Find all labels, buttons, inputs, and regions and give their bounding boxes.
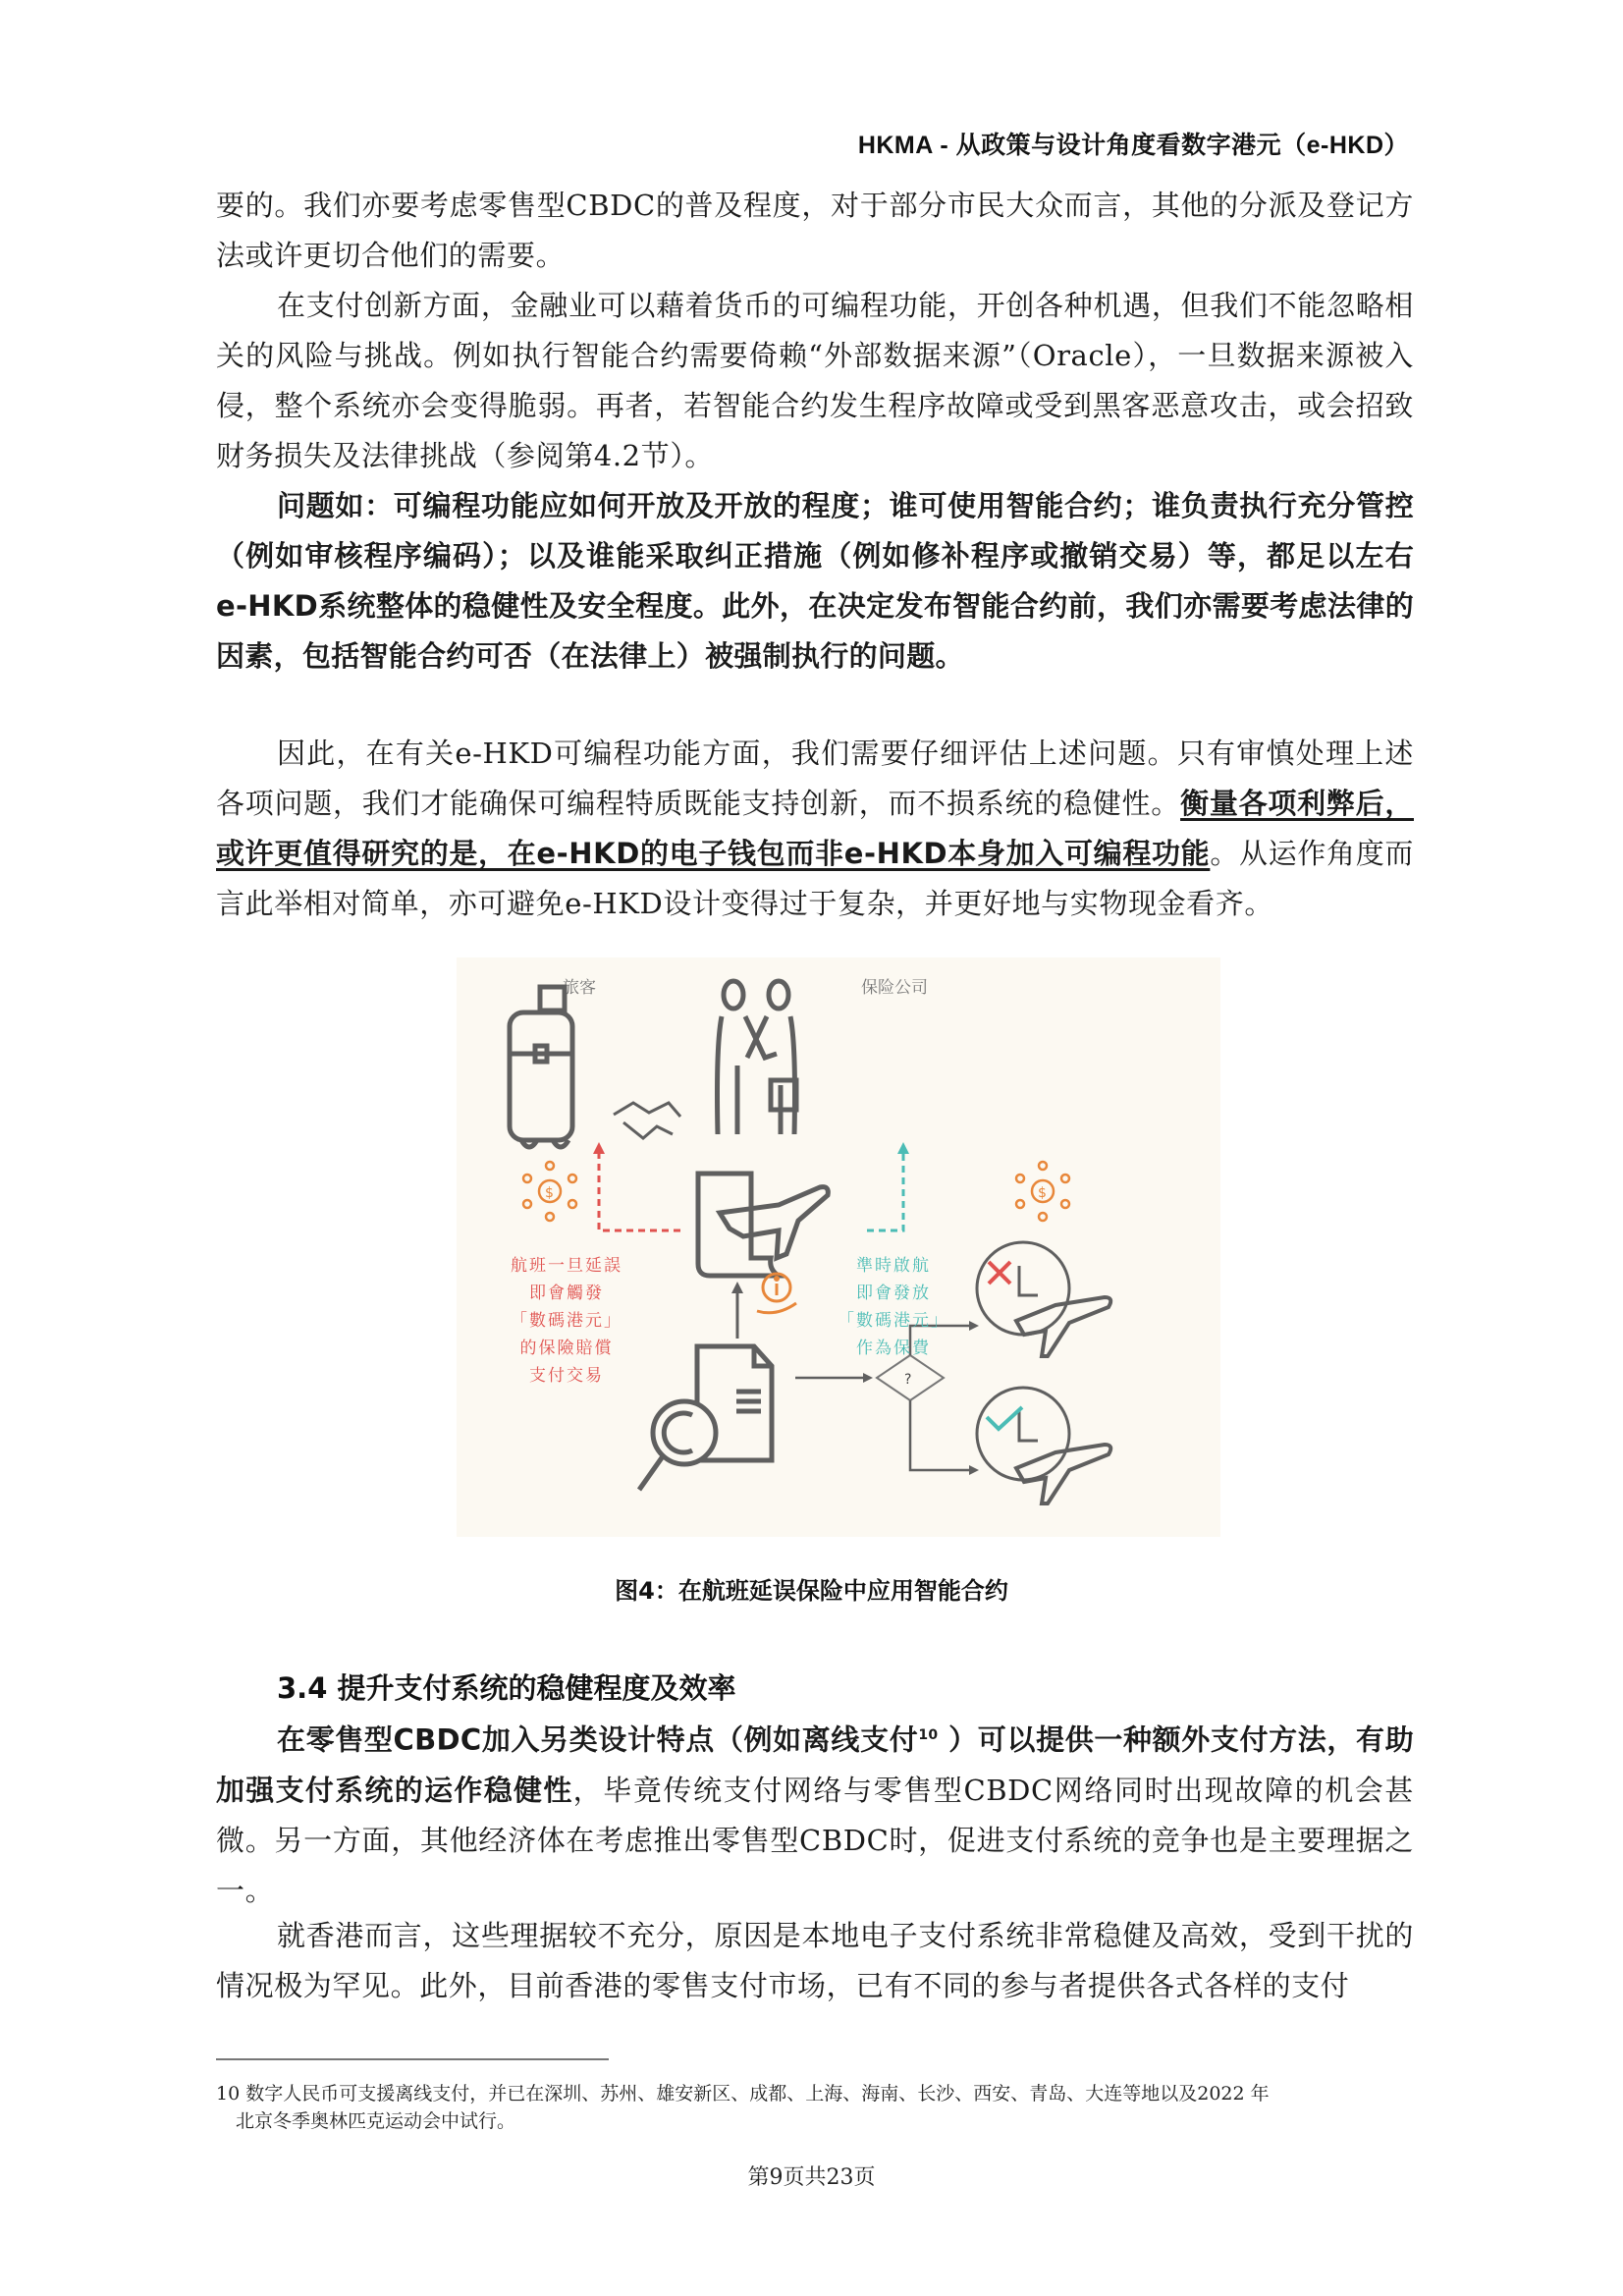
svg-text:$: $ bbox=[1038, 1185, 1047, 1201]
delay-payout-text: 航班一旦延誤 即會觸發 「數碼港元」 的保險賠償 支付交易 bbox=[511, 1256, 622, 1386]
label-insurer: 保险公司 bbox=[861, 978, 928, 998]
cross-icon bbox=[989, 1262, 1010, 1284]
arrow-up-teal-icon bbox=[897, 1142, 909, 1154]
paragraph-2: 在支付创新方面，金融业可以藉着货币的可编程功能，开创各种机遇，但我们不能忽略相关的风险与挑战。例如执行智能合约需要倚赖“外部数据来源”（Oracle），一旦数据来源被入侵，整个系统亦会变得脆弱。再者，若智能合约发生程序故障或受到黑客恶意攻击，或会招致财务损失及法律挑战（参阅第4.2节）。 bbox=[216, 289, 1414, 472]
suitcase-icon bbox=[510, 987, 572, 1147]
footnote-10: 10 数字人民币可支援离线支付，并已在深圳、苏州、雄安新区、成都、上海、海南、长沙、西安、青岛、大连等地以及2022 年 北京冬季奥林匹克运动会中试行。 bbox=[216, 2083, 1270, 2132]
figure-flight-delay-insurance bbox=[457, 957, 1220, 1537]
digital-coin-network-icon bbox=[1016, 1162, 1069, 1221]
paragraph-5 bbox=[216, 1711, 1414, 1916]
paragraph-5-bold: 在零售型CBDC加入另类设计特点（例如离线支付 bbox=[277, 1722, 919, 1757]
delayed-clock-icon bbox=[977, 1242, 1110, 1356]
footnote-ref[interactable]: 10 bbox=[918, 1727, 939, 1743]
svg-text:$: $ bbox=[545, 1185, 554, 1201]
decision-question-mark: ? bbox=[904, 1372, 912, 1388]
paragraph-4-emphasis: 衡量各项利弊后，或许更值得研究的是，在e-HKD的电子钱包而非e-HKD本身加入可编程功能 bbox=[216, 787, 1414, 870]
paragraph-4 bbox=[216, 729, 1414, 929]
paragraph-6: 就香港而言，这些理据较不充分，原因是本地电子支付系统非常稳健及高效，受到干扰的情况极为罕见。此外，目前香港的零售支付市场，已有不同的参与者提供各式各样的支付 bbox=[216, 1919, 1414, 2002]
info-hand-icon bbox=[757, 1274, 796, 1313]
figure-caption: 图4：在航班延误保险中应用智能合约 bbox=[615, 1577, 1008, 1605]
page-number: 第9页共23页 bbox=[747, 2165, 876, 2190]
arrow-up-red-icon bbox=[593, 1142, 605, 1154]
footnote-divider bbox=[216, 2058, 609, 2060]
document-header: HKMA - 从政策与设计角度看数字港元（e-HKD） bbox=[857, 132, 1409, 159]
paragraph-4-text-end: 。从运作角度而言此举相对简单，亦可避免e-HKD设计变得过于复杂，并更好地与实物现金看齐。 bbox=[216, 837, 1414, 920]
paragraph-1: 要的。我们亦要考虑零售型CBDC的普及程度，对于部分市民大众而言，其他的分派及登记方法或许更切合他们的需要。 bbox=[216, 189, 1414, 272]
section-heading bbox=[277, 1667, 736, 1707]
paragraph-5-bold-cont: ）可以提供一种额外支付方法，有助加强支付系统的运作稳健性 bbox=[216, 1722, 1414, 1807]
delay-arrow bbox=[599, 1152, 682, 1230]
paragraph-5-text: ，毕竟传统支付网络与零售型CBDC网络同时出现故障的机会甚微。另一方面，其他经济体在考虑推出零售型CBDC时，促进支付系统的竞争也是主要理据之一。 bbox=[216, 1773, 1414, 1907]
diagram-graphics bbox=[457, 957, 1220, 1537]
check-icon bbox=[987, 1407, 1022, 1429]
document-search-icon bbox=[639, 1346, 772, 1490]
digital-coin-network-icon bbox=[523, 1162, 576, 1221]
section-number: 3.4 bbox=[277, 1671, 328, 1705]
handshake-icon bbox=[614, 1103, 680, 1138]
business-people-icon bbox=[718, 981, 797, 1134]
label-traveler: 旅客 bbox=[563, 978, 596, 998]
ontime-arrow bbox=[867, 1152, 903, 1230]
paragraph-3-bold: 问题如：可编程功能应如何开放及开放的程度；谁可使用智能合约；谁负责执行充分管控（例如审核程序编码）；以及谁能采取纠正措施（例如修补程序或撤销交易）等，都足以左右 e-HKD系统整体的稳健性及安全程度。此外，在决定发布智能合约前，我们亦需要考虑法律的因素，包括智能合约可否（在法律上）被强制执行的问题。 bbox=[216, 489, 1414, 673]
flight-contract-icon bbox=[698, 1174, 828, 1276]
paragraph-4-text: 因此，在有关e-HKD可编程功能方面，我们需要仔细评估上述问题。只有审慎处理上述各项问题，我们才能确保可编程特质既能支持创新，而不损系统的稳健性。 bbox=[216, 737, 1414, 820]
footnote-number: 10 bbox=[216, 2083, 241, 2105]
ontime-clock-icon bbox=[977, 1388, 1110, 1503]
ontime-premium-text: 準時啟航 即會發放 「數碼港元」 作為保費 bbox=[838, 1256, 949, 1358]
section-title: 提升支付系统的稳健程度及效率 bbox=[337, 1671, 736, 1705]
